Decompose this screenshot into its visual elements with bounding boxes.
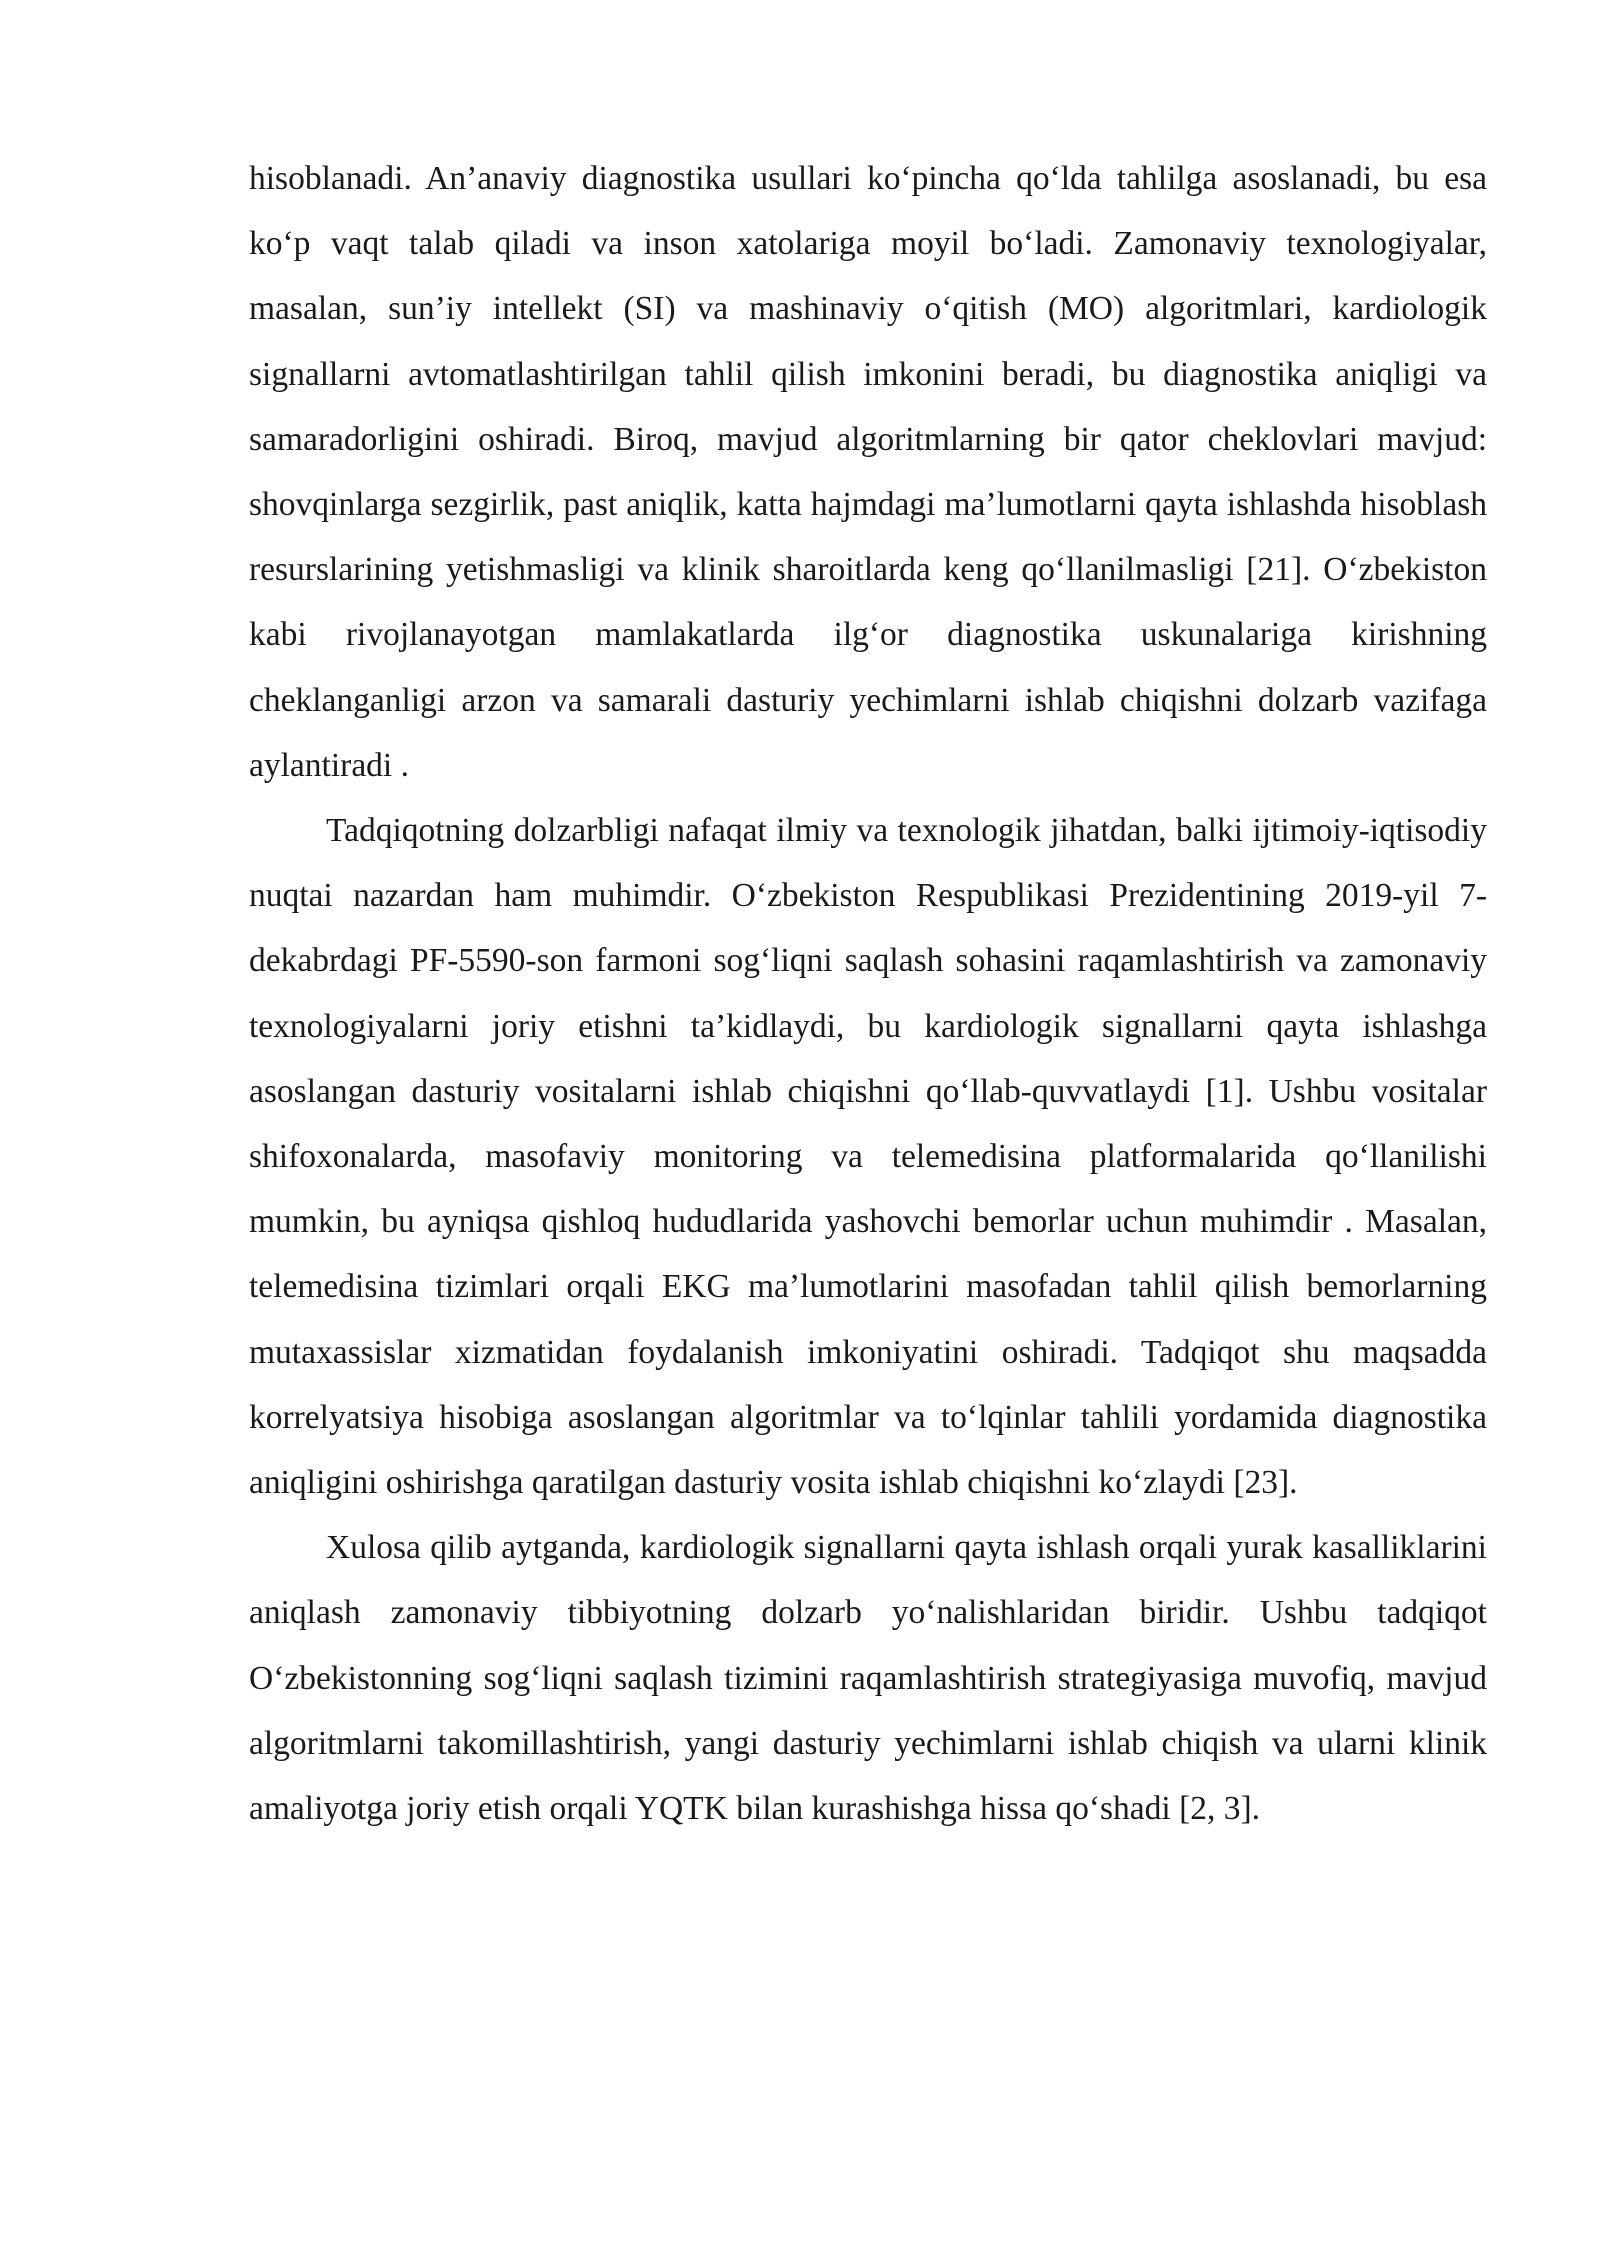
paragraph-continuation: hisoblanadi. An’anaviy diagnostika usullari ko‘pincha qo‘lda tahlilga asoslanadi, bu esa ko‘p vaqt talab qiladi va inson xatolariga moyil bo‘ladi. Zamonaviy texnologiyalar, masalan, sun’iy intellekt (SI) va mashinaviy o‘qitish (MO) algoritmlari, kardiologik signallarni avtomatlashtirilgan tahlil qilish imkonini beradi, bu diagnostika aniqligi va samaradorligini oshiradi. Biroq, mavjud algoritmlarning bir qator cheklovlari mavjud: shovqinlarga sezgirlik, past aniqlik, katta hajmdagi ma’lumotlarni qayta ishlashda hisoblash resurslarining yetishmasligi va klinik sharoitlarda keng qo‘llanilmasligi [21]. O‘zbekiston kabi rivojlanayotgan mamlakatlarda ilg‘or diagnostika uskunalariga kirishning cheklanganligi arzon va samarali dasturiy yechimlarni ishlab chiqishni dolzarb vazifaga aylantiradi .: [249, 160, 1487, 784]
paragraph-relevance: Tadqiqotning dolzarbligi nafaqat ilmiy va texnologik jihatdan, balki ijtimoiy-iqtisodiy nuqtai nazardan ham muhimdir. O‘zbekiston Respublikasi Prezidentining 2019-yil 7-dekabrdagi PF-5590-son farmoni sog‘liqni saqlash sohasini raqamlashtirish va zamonaviy texnologiyalarni joriy etishni ta’kidlaydi, bu kardiologik signallarni qayta ishlashga asoslangan dasturiy vositalarni ishlab chiqishni qo‘llab-quvvatlaydi [1]. Ushbu vositalar shifoxonalarda, masofaviy monitoring va telemedisina platformalarida qo‘llanilishi mumkin, bu ayniqsa qishloq hududlarida yashovchi bemorlar uchun muhimdir . Masalan, telemedisina tizimlari orqali EKG ma’lumotlarini masofadan tahlil qilish bemorlarning mutaxassislar xizmatidan foydalanish imkoniyatini oshiradi. Tadqiqot shu maqsadda korrelyatsiya hisobiga asoslangan algoritmlar va to‘lqinlar tahlili yordamida diagnostika aniqligini oshirishga qaratilgan dasturiy vosita ishlab chiqishni ko‘zlaydi [23].: [249, 812, 1487, 1502]
paragraph-conclusion: Xulosa qilib aytganda, kardiologik signallarni qayta ishlash orqali yurak kasalliklarini aniqlash zamonaviy tibbiyotning dolzarb yo‘nalishlaridan biridir. Ushbu tadqiqot O‘zbekistonning sog‘liqni saqlash tizimini raqamlashtirish strategiyasiga muvofiq, mavjud algoritmlarni takomillashtirish, yangi dasturiy yechimlarni ishlab chiqish va ularni klinik amaliyotga joriy etish orqali YQTK bilan kurashishga hissa qo‘shadi [2, 3].: [249, 1529, 1487, 1828]
body-text: [249, 146, 1487, 1841]
